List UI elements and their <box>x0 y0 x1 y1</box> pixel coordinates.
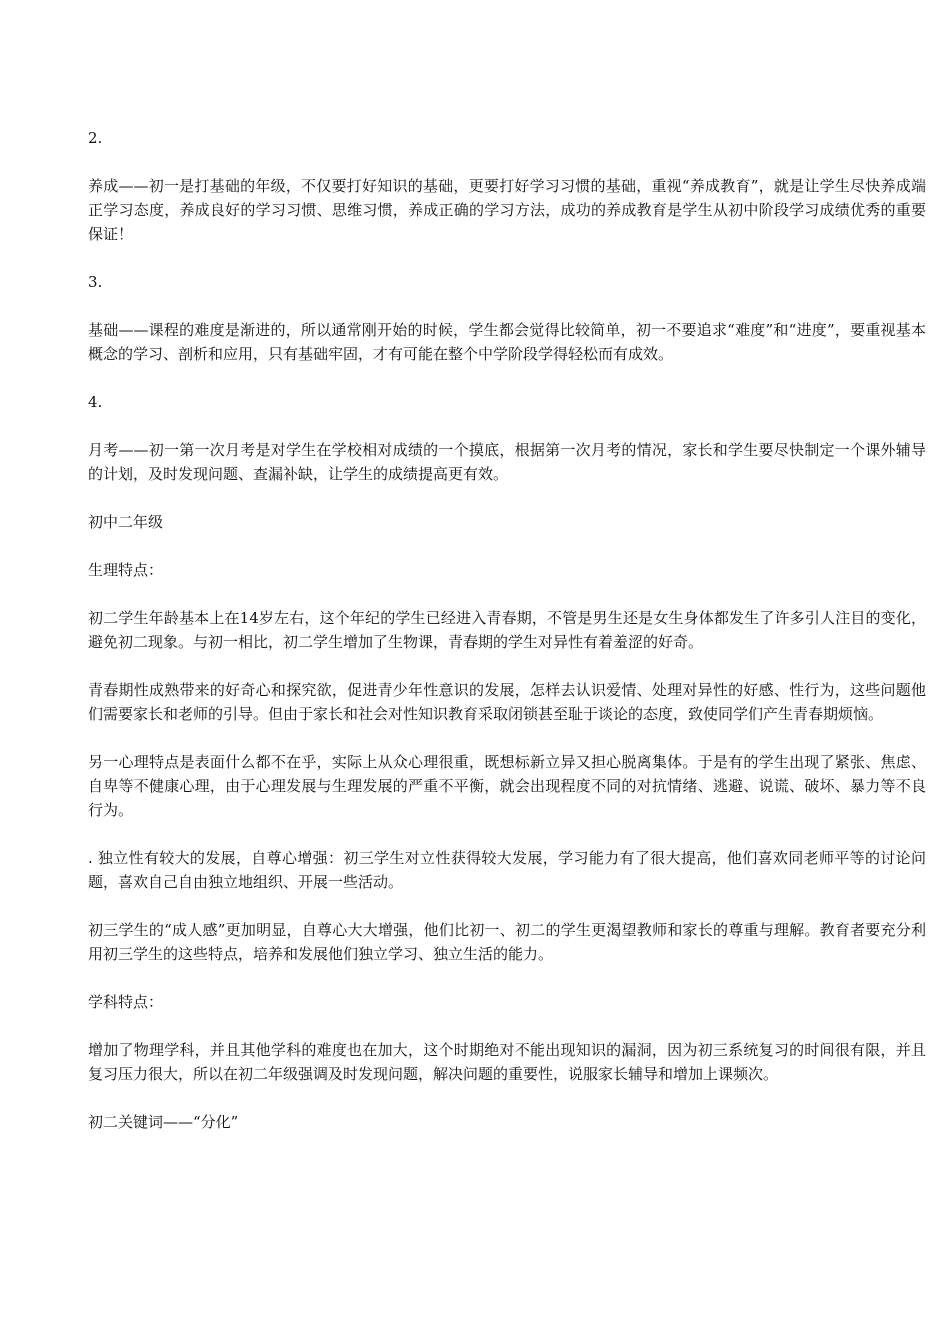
section-number: 2. <box>88 129 103 147</box>
paragraph-foundation: 基础——课程的难度是渐进的，所以通常刚开始的时候，学生都会觉得比较简单，初一不要追求“难度”和“进度”，要重视基本概念的学习、剖析和应用，只有基础牢固，才有可能在整个中学阶段学得轻松而有成效。 <box>88 321 926 363</box>
document-page <box>88 126 926 1158</box>
subheading-subjects: 学科特点： <box>88 993 164 1011</box>
section-heading-grade-two: 初中二年级 <box>88 513 164 531</box>
keyword-line: 初二关键词——“分化” <box>88 1113 239 1131</box>
paragraph-monthly-exam: 月考——初一第一次月考是对学生在学校相对成绩的一个摸底，根据第一次月考的情况，家长和学生要尽快制定一个课外辅导的计划，及时发现问题、查漏补缺，让学生的成绩提高更有效。 <box>88 441 926 483</box>
paragraph-cultivation: 养成——初一是打基础的年级，不仅要打好知识的基础，更要打好学习习惯的基础，重视“养成教育”，就是让学生尽快养成端正学习态度，养成良好的学习习惯、思维习惯，养成正确的学习方法，成功的养成教育是学生从初中阶段学习成绩优秀的重要保证！ <box>88 177 926 243</box>
paragraph-adulthood: 初三学生的“成人感”更加明显，自尊心大大增强，他们比初一、初二的学生更渴望教师和家长的尊重与理解。教育者要充分利用初三学生的这些特点，培养和发展他们独立学习、独立生活的能力。 <box>88 921 926 963</box>
subheading-physiology: 生理特点： <box>88 561 164 579</box>
paragraph-independence: . 独立性有较大的发展，自尊心增强：初三学生对立性获得较大发展，学习能力有了很大提高，他们喜欢同老师平等的讨论问题，喜欢自己自由独立地组织、开展一些活动。 <box>88 849 926 891</box>
paragraph-physics: 增加了物理学科，并且其他学科的难度也在加大，这个时期绝对不能出现知识的漏洞，因为初三系统复习的时间很有限，并且复习压力很大，所以在初二年级强调及时发现问题，解决问题的重要性，说服家长辅导和增加上课频次。 <box>88 1041 926 1083</box>
section-number: 4. <box>88 393 103 411</box>
paragraph-puberty: 初二学生年龄基本上在14岁左右，这个年纪的学生已经进入青春期，不管是男生还是女生身体都发生了许多引人注目的变化，避免初二现象。与初一相比，初二学生增加了生物课，青春期的学生对异性有着羞涩的好奇。 <box>88 609 926 651</box>
section-number: 3. <box>88 273 103 291</box>
paragraph-psychology: 另一心理特点是表面什么都不在乎，实际上从众心理很重，既想标新立异又担心脱离集体。于是有的学生出现了紧张、焦虑、自卑等不健康心理，由于心理发展与生理发展的严重不平衡，就会出现程度不同的对抗情绪、逃避、说谎、破坏、暴力等不良行为。 <box>88 753 926 819</box>
paragraph-curiosity: 青春期性成熟带来的好奇心和探究欲，促进青少年性意识的发展，怎样去认识爱情、处理对异性的好感、性行为，这些问题他们需要家长和老师的引导。但由于家长和社会对性知识教育采取闭锁甚至耻于谈论的态度，致使同学们产生青春期烦恼。 <box>88 681 926 723</box>
